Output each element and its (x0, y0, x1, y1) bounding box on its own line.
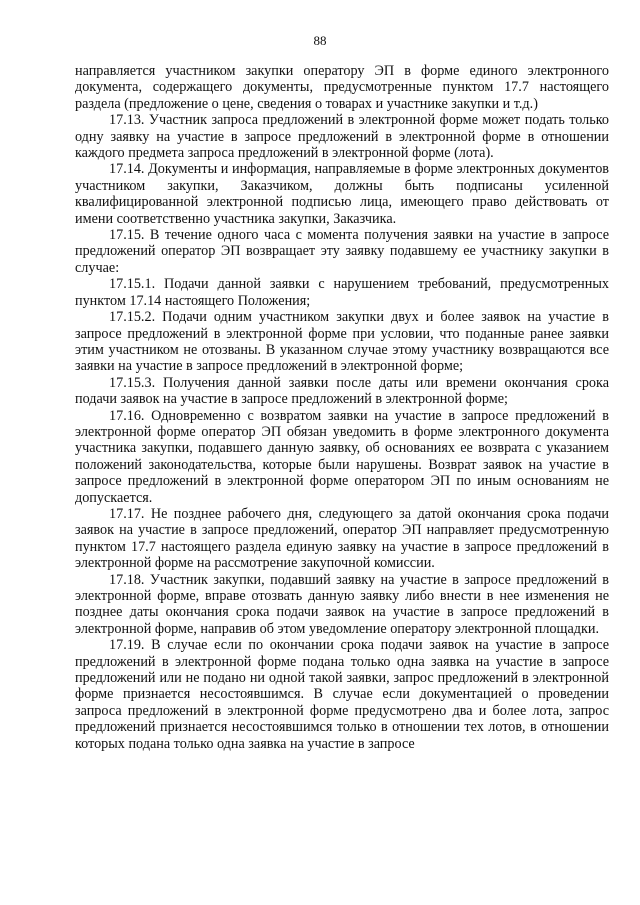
paragraph-17-15: 17.15. В течение одного часа с момента получения заявки на участие в запросе предложений оператор ЭП возвращает эту заявку подавшему ее участнику закупки в случае: (75, 227, 609, 276)
paragraph-17-16: 17.16. Одновременно с возвратом заявки на участие в запросе предложений в электронной форме оператор ЭП обязан уведомить в форме электронного документа участника закупки, подавшего данную заявку, об основаниях ее возврата с указанием положений законодательства, которые были нарушены. Возврат заявок на участие в запросе предложений в электронной форме оператором ЭП по иным основаниям не допускается. (75, 407, 609, 506)
paragraph-17-19: 17.19. В случае если по окончании срока подачи заявок на участие в запросе предложений в электронной форме подана только одна заявка на участие в запросе предложений или не подано ни одной такой заявки, запрос предложений в электронной форме признается несостоявшимся. В случае если документацией о проведении запроса предложений в электронной форме предусмотрено два и более лота, запрос предложений признается несостоявшимся только в отношении тех лотов, в отношении которых подана только одна заявка на участие в запросе (75, 637, 609, 752)
paragraph-17-14: 17.14. Документы и информация, направляемые в форме электронных документов участником закупки, Заказчиком, должны быть подписаны усиленной квалифицированной электронной подписью лица, имеющего право действовать от имени соответственно участника закупки, Заказчика. (75, 161, 609, 227)
page-number: 88 (313, 33, 327, 48)
paragraph-17-17: 17.17. Не позднее рабочего дня, следующего за датой окончания срока подачи заявок на участие в запросе предложений, оператор ЭП направляет предусмотренную пунктом 17.7 настоящего раздела единую заявку на участие в запросе предложений в электронной форме на рассмотрение закупочной комиссии. (75, 505, 609, 572)
paragraph-17-15-2: 17.15.2. Подачи одним участником закупки двух и более заявок на участие в запросе предложений в электронной форме при условии, что поданные ранее заявки этим участником не отозваны. В указанном случае этому участнику возвращаются все заявки на участие в запросе предложений в электронной форме; (75, 309, 609, 375)
paragraph-17-15-3: 17.15.3. Получения данной заявки после даты или времени окончания срока подачи заявок на участие в запросе предложений в электронной форме; (75, 374, 609, 408)
paragraph-continuation: направляется участником закупки оператору ЭП в форме единого электронного документа, содержащего документы, предусмотренные пунктом 17.7 настоящего раздела (предложение о цене, сведения о товарах и участнике закупки и т.д.) (75, 63, 609, 112)
paragraph-17-15-1: 17.15.1. Подачи данной заявки с нарушением требований, предусмотренных пунктом 17.14 настоящего Положения; (75, 276, 609, 309)
paragraph-17-18: 17.18. Участник закупки, подавший заявку на участие в запросе предложений в электронной форме, вправе отозвать данную заявку либо внести в нее изменения не позднее даты окончания срока подачи заявок на участие в запросе предложений в электронной форме, направив об этом уведомление оператору электронной площадки. (75, 571, 609, 637)
paragraph-17-13: 17.13. Участник запроса предложений в электронной форме может подать только одну заявку на участие в запросе предложений в электронной форме в отношении каждого предмета запроса предложений в электронной форме (лота). (75, 112, 609, 162)
document-body (75, 63, 609, 752)
